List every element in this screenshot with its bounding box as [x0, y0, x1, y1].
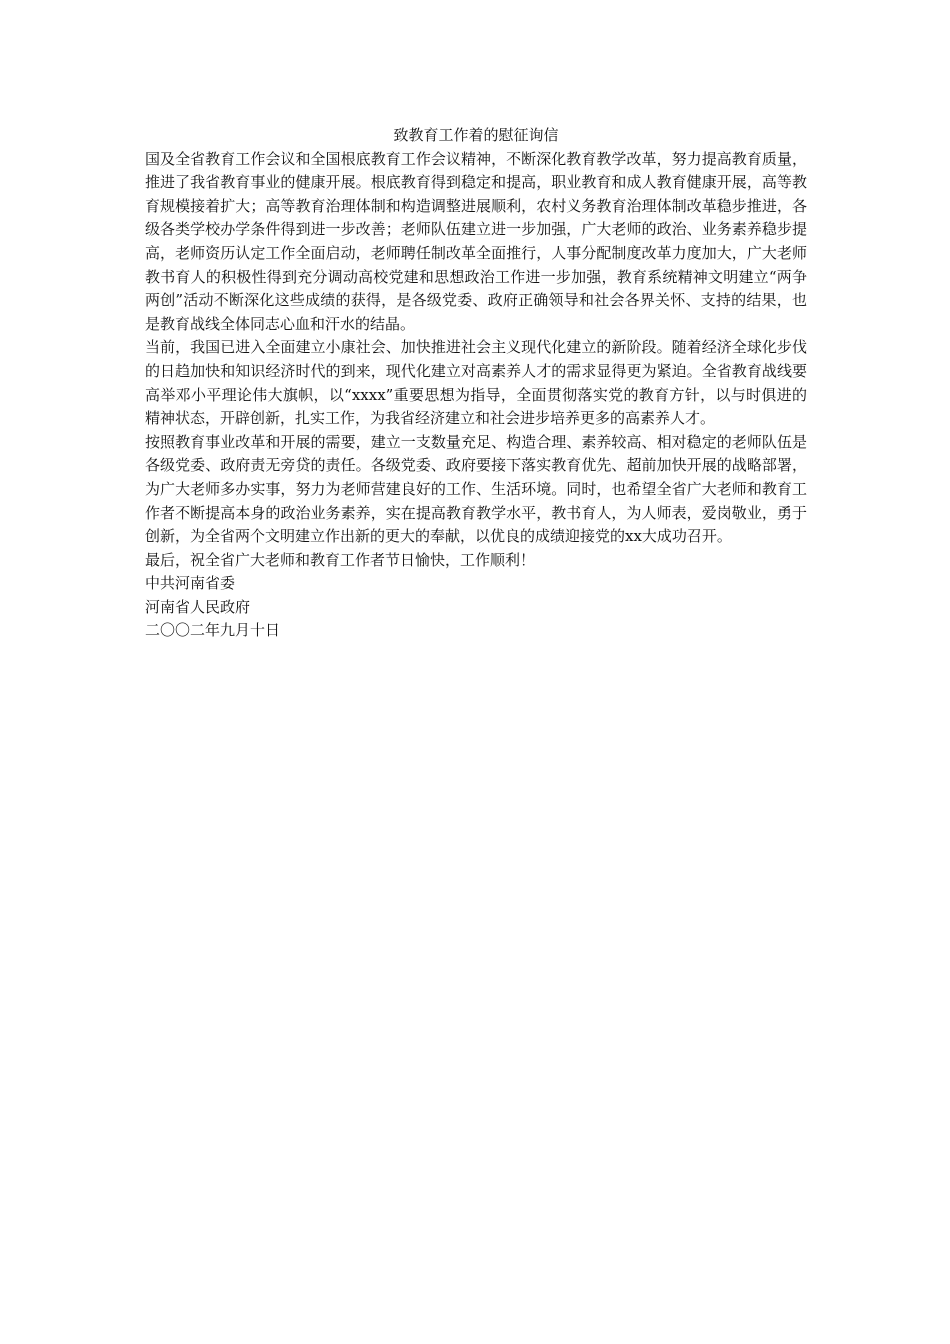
signature-provincial-committee: 中共河南省委	[145, 574, 236, 593]
document-body	[145, 124, 807, 643]
paragraph-achievements: 国及全省教育工作会议和全国根底教育工作会议精神，不断深化教育教学改革，努力提高教育质量，推进了我省教育事业的健康开展。根底教育得到稳定和提高，职业教育和成人教育健康开展，高等教育规模接着扩大；高等教育治理体制和构造调整进展顺利，农村义务教育治理体制改革稳步推进，各级各类学校办学条件得到进一步改善；老师队伍建立进一步加强，广大老师的政治、业务素养稳步提高，老师资历认定工作全面启动，老师聘任制改革全面推行，人事分配制度改革力度加大，广大老师教书育人的积极性得到充分调动高校党建和思想政治工作进一步加强，教育系统精神文明建立“两争两创”活动不断深化这些成绩的获得，是各级党委、政府正确领导和社会各界关怀、支持的结果，也是教育战线全体同志心血和汗水的结晶。	[145, 149, 807, 333]
paragraph-closing-wish: 最后，祝全省广大老师和教育工作者节日愉快，工作顺利！	[145, 550, 536, 569]
document-title: 致教育工作着的慰征询信	[393, 126, 559, 144]
signature-provincial-government: 河南省人民政府	[145, 597, 251, 616]
paragraph-teacher-team: 按照教育事业改革和开展的需要，建立一支数量充足、构造合理、素养较高、相对稳定的老师队伍是各级党委、政府责无旁贷的责任。各级党委、政府要接下落实教育优先、超前加快开展的战略部署，为广大老师多办实事，努力为老师营建良好的工作、生活环境。同时，也希望全省广大老师和教育工作者不断提高本身的政治业务素养，实在提高教育教学水平，教书育人，为人师表，爱岗敬业，勇于创新，为全省两个文明建立作出新的更大的奉献，以优良的成绩迎接党的xx大成功召开。	[145, 432, 807, 546]
signature-date: 二〇〇二年九月十日	[145, 621, 281, 640]
paragraph-current-stage: 当前，我国已进入全面建立小康社会、加快推进社会主义现代化建立的新阶段。随着经济全球化步伐的日趋加快和知识经济时代的到来，现代化建立对高素养人才的需求显得更为紧迫。全省教育战线要高举邓小平理论伟大旗帜，以“xxxx”重要思想为指导，全面贯彻落实党的教育方针，以与时俱进的精神状态，开辟创新，扎实工作，为我省经济建立和社会进步培养更多的高素养人才。	[145, 338, 807, 428]
